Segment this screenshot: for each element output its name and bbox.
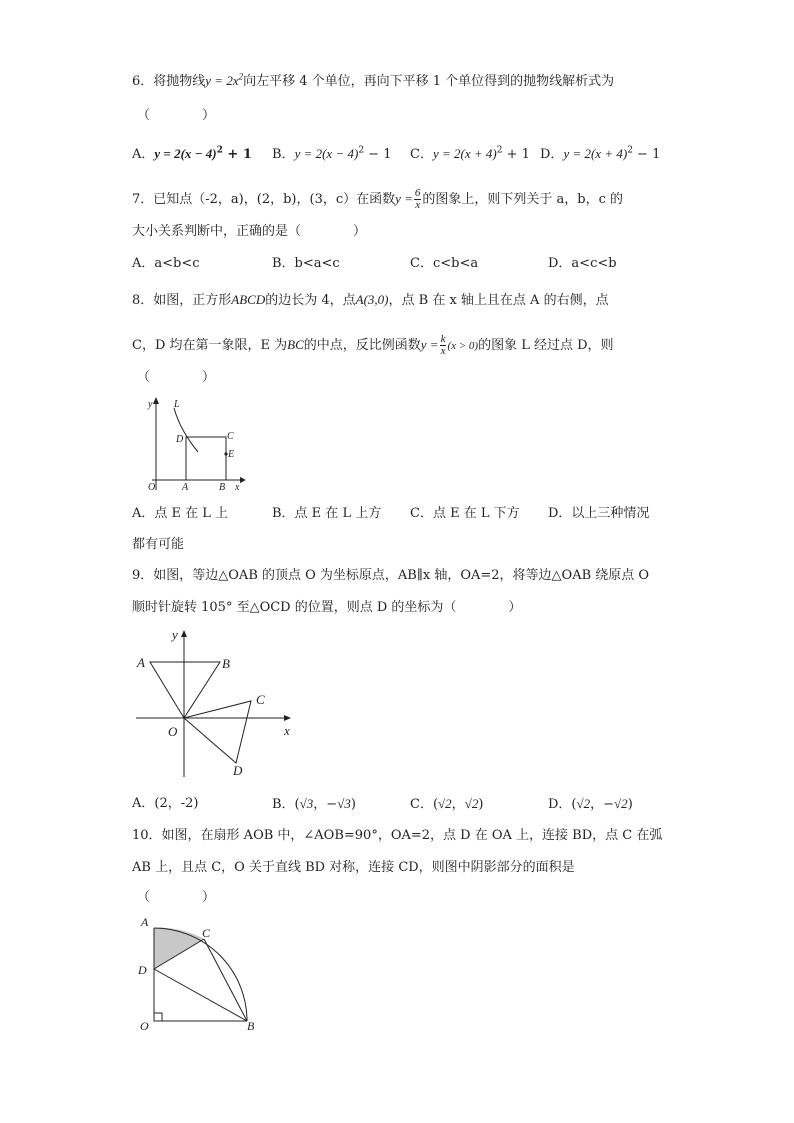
q10-figure [134, 912, 264, 1034]
label-b: B [219, 482, 226, 493]
q10-stem-line2: AB 上，且点 C，O 关于直线 BD 对称，连接 CD，则图中阴影部分的面积是 [132, 860, 575, 875]
q6-option-d[interactable]: D．$y = 2(x + 4)^2 - 1$ [540, 145, 661, 162]
y-axis-arrow-icon [181, 630, 187, 637]
x-axis-arrow-icon [240, 477, 246, 483]
right-angle-mark [154, 1013, 162, 1021]
q8-option-d-cont: 都有可能 [132, 537, 185, 552]
q7-option-a[interactable]: A．a<b<c [132, 256, 200, 271]
label-o: O [148, 482, 156, 493]
label-b: B [222, 656, 230, 671]
q6-option-c[interactable]: C．$y = 2(x + 4)^2 + 1$ [410, 145, 530, 162]
q6-option-b[interactable]: B．$y = 2(x - 4)^2 - 1$ [272, 145, 392, 162]
q7-option-d[interactable]: D．a<c<b [548, 256, 617, 271]
label-d: D [233, 763, 243, 778]
y-axis-arrow-icon [153, 397, 159, 404]
q8-figure [140, 394, 250, 494]
q8-answer-paren: （ ） [137, 370, 216, 385]
q6-option-a[interactable]: A．$y = 2(x - 4)^2 + 1$ [132, 145, 252, 162]
q8-stem: 8．如图，正方形ABCD的边长为 4，点A(3,0)，点 B 在 x 轴上且在点 A 的右侧，点 [132, 292, 609, 308]
label-c: C [227, 431, 234, 442]
q7-option-b[interactable]: B．b<a<c [272, 256, 340, 271]
q8-option-a[interactable]: A．点 E 在 L 上 [132, 506, 229, 521]
q9-option-c[interactable]: C．(√2，√2) [410, 796, 484, 812]
q9-option-a[interactable]: A．(2，-2) [132, 796, 199, 811]
q6-answer-paren: （ ） [137, 108, 216, 123]
q8-option-b[interactable]: B．点 E 在 L 上方 [272, 506, 382, 521]
q10-stem: 10．如图，在扇形 AOB 中，∠AOB=90°，OA=2，点 D 在 OA 上，连接 BD，点 C 在弧 [132, 828, 663, 843]
shaded-region [154, 928, 204, 969]
q10-answer-paren: （ ） [137, 890, 216, 905]
triangle-ocd [184, 701, 251, 763]
label-x: x [284, 723, 290, 738]
q9-stem: 9．如图，等边△OAB 的顶点 O 为坐标原点，AB∥x 轴，OA=2，将等边△OAB 绕原点 O [132, 568, 650, 583]
x-axis-arrow-icon [284, 715, 291, 721]
q7-stem: 7．已知点（-2，a)，(2，b)，(3，c）在函数y = $\frac{6}{x}$ 的图象上，则下列关于 a，b，c 的 [132, 187, 624, 211]
q7-stem-line2: 大小关系判断中，正确的是（ ） [132, 224, 367, 239]
q9-option-b[interactable]: B．(√3，−√3) [272, 796, 356, 812]
label-a: A [141, 915, 149, 929]
label-b: B [247, 1019, 255, 1033]
q8-stem-line2: C，D 均在第一象限，E 为BC的中点，反比例函数y = $\frac{k}{x}$ (x > 0)的图象 L 经过点 D，则 [132, 333, 614, 357]
label-x: x [235, 482, 240, 493]
label-y: y [172, 627, 178, 642]
label-e: E [228, 449, 235, 460]
fraction: $\frac{k}{x}$ [440, 333, 446, 357]
label-a: A [182, 482, 189, 493]
label-c: C [202, 926, 211, 940]
label-d: D [138, 963, 147, 977]
label-d: D [176, 434, 184, 445]
q9-option-d[interactable]: D．(√2，−√2) [548, 796, 633, 812]
label-o: O [140, 1019, 149, 1033]
label-c: C [256, 692, 265, 707]
q9-stem-line2: 顺时针旋转 105° 至△OCD 的位置，则点 D 的坐标为（ ） [132, 600, 522, 615]
q8-option-d[interactable]: D．以上三种情况 [548, 506, 650, 521]
label-o: O [168, 724, 178, 739]
q9-figure [132, 622, 302, 782]
q6-stem: 6．将抛物线$y = 2x^2$向左平移 4 个单位，再向下平移 1 个单位得到的抛物线解析式为 [132, 71, 615, 89]
label-a: A [137, 655, 145, 670]
q7-option-c[interactable]: C．c<b<a [410, 256, 479, 271]
q8-option-c[interactable]: C．点 E 在 L 下方 [410, 506, 520, 521]
label-l: L [174, 399, 180, 410]
label-y: y [148, 399, 153, 410]
triangle-oab [150, 662, 220, 718]
fraction: $\frac{6}{x}$ [414, 187, 421, 211]
